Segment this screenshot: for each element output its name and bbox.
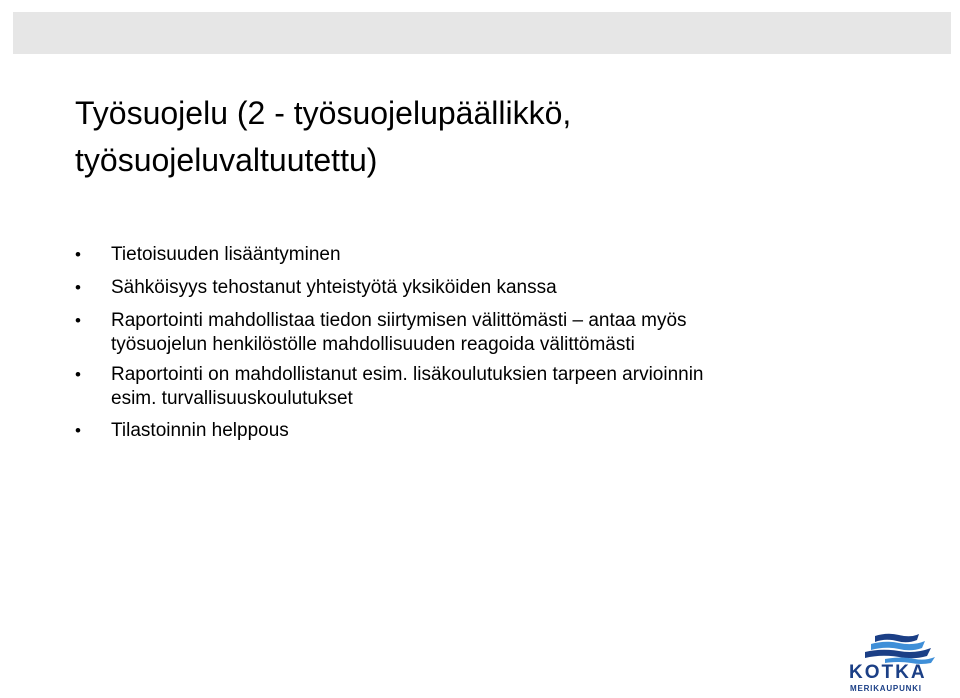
title-line-1: Työsuojelu (2 - työsuojelupäällikkö, [75,95,572,131]
bullet-icon: • [75,278,81,297]
slide-title [75,90,895,184]
bullet-icon: • [75,421,81,440]
wave-flag-icon [845,632,939,666]
bullet-text: Sähköisyys tehostanut yhteistyötä yksiköiden kanssa [111,277,557,298]
top-band [13,12,951,54]
bullet-item [75,419,875,443]
bullet-icon: • [75,311,81,330]
bullet-text: Tilastoinnin helppous [111,420,289,441]
logo-wordmark: KOTKA [849,662,927,683]
title-line-2: työsuojeluvaltuutettu) [75,142,378,178]
bullet-icon: • [75,365,81,384]
bullet-list [75,243,875,443]
bullet-icon: • [75,245,81,264]
bullet-text-line: Raportointi mahdollistaa tiedon siirtymisen välittömästi – antaa myös [111,310,687,331]
bullet-item [75,243,875,267]
bullet-text: Tietoisuuden lisääntyminen [111,244,341,265]
logo-subtitle: MERIKAUPUNKI [850,684,922,693]
bullet-item [75,276,875,300]
bullet-item [75,363,875,411]
kotka-logo [845,632,939,694]
bullet-text-line: työsuojelun henkilöstölle mahdollisuuden reagoida välittömästi [111,334,635,355]
bullet-item [75,309,875,357]
bullet-text-line: Raportointi on mahdollistanut esim. lisäkoulutuksien tarpeen arvioinnin [111,364,704,385]
bullet-text-line: esim. turvallisuuskoulutukset [111,388,353,409]
